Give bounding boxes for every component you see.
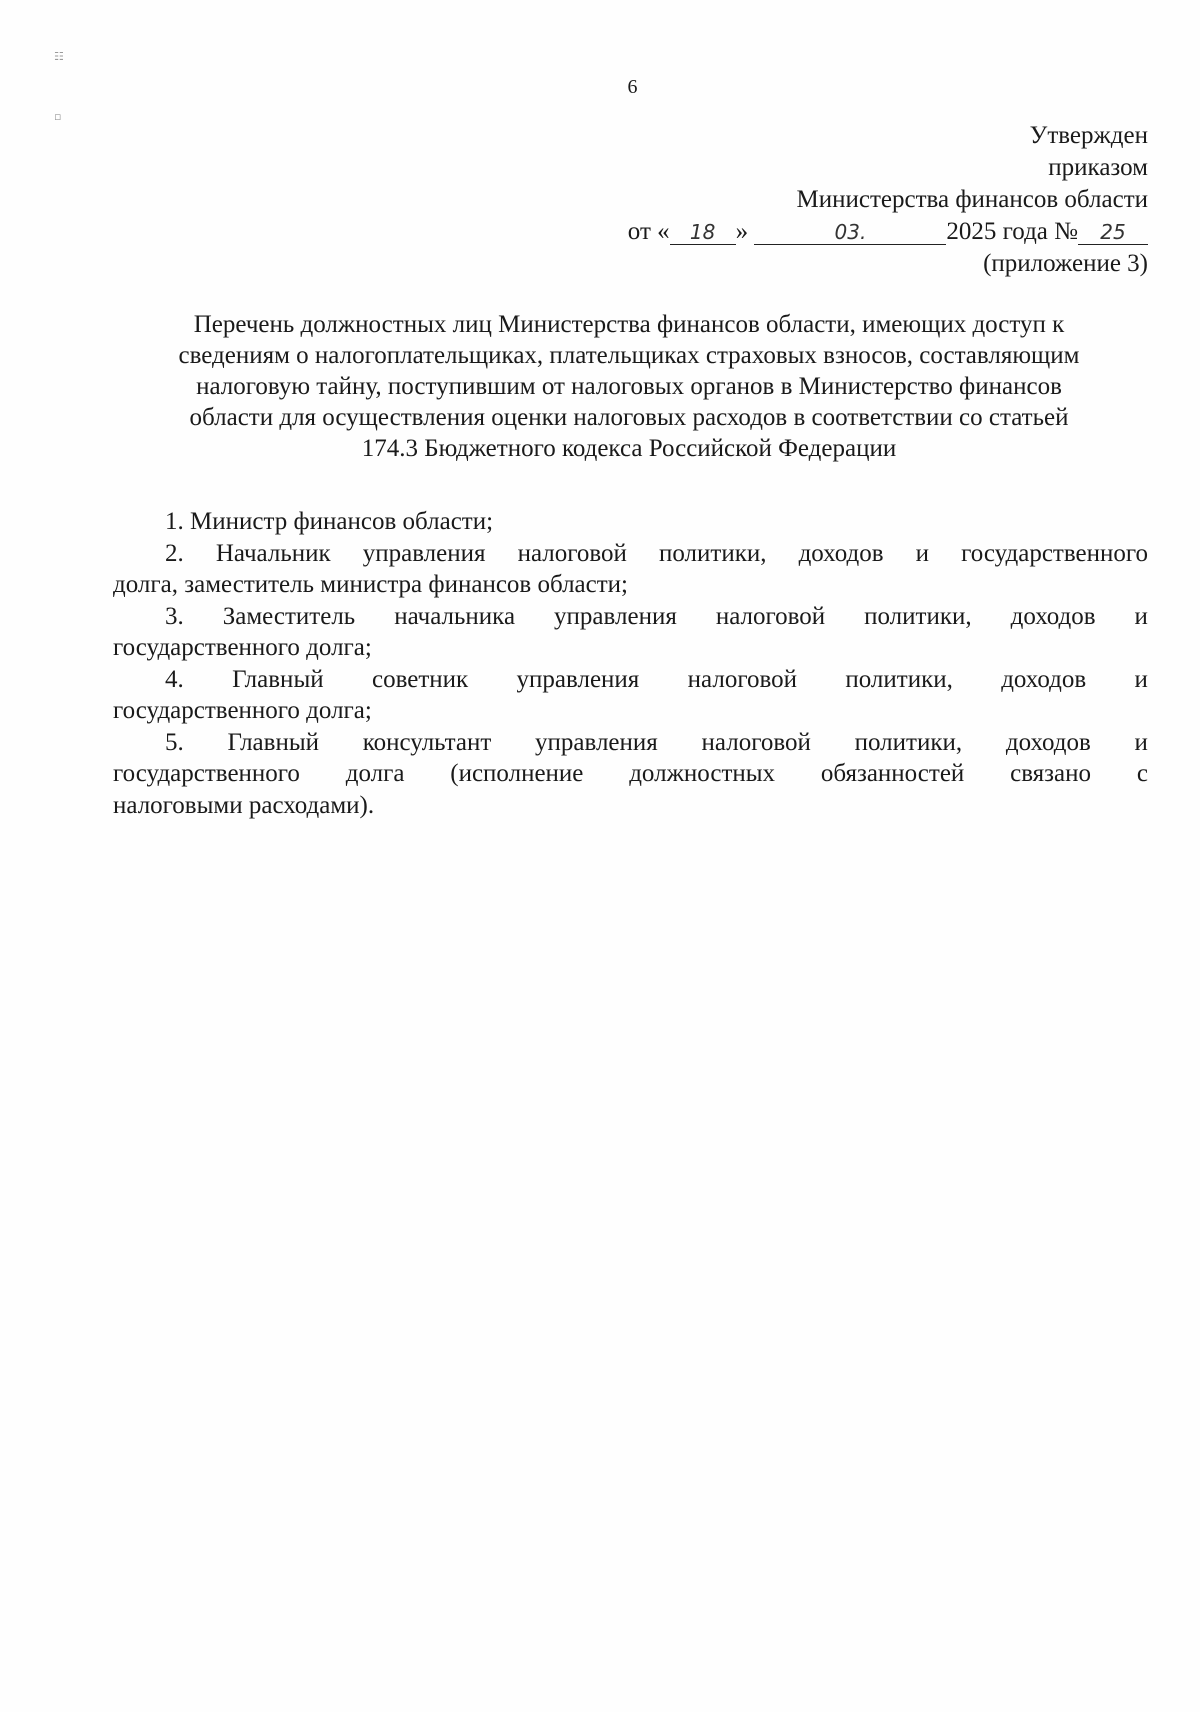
list-item-word: Заместитель xyxy=(222,602,356,630)
list-item-word: 2. xyxy=(165,539,184,567)
list-item-word: налоговой xyxy=(687,665,797,693)
list-item-word: и xyxy=(1134,602,1148,630)
list-item-word: политики, xyxy=(659,539,767,567)
document-title xyxy=(104,309,1154,464)
list-item xyxy=(113,727,1148,822)
approval-date-line xyxy=(448,216,1148,248)
date-prefix: от « xyxy=(627,218,670,245)
list-item xyxy=(113,506,1148,538)
list-item-word: налоговой xyxy=(715,602,826,630)
list-item-continued-line xyxy=(113,758,1148,790)
list-item-word: управления xyxy=(516,665,640,693)
list-item xyxy=(113,664,1148,727)
list-item xyxy=(113,601,1148,664)
list-item-word: политики, xyxy=(845,665,953,693)
list-item-word: долга xyxy=(345,760,405,787)
list-item-word: и xyxy=(1134,665,1148,693)
list-item-word: управления xyxy=(535,728,658,756)
scan-artifact-mark: ▫ xyxy=(54,110,62,123)
title-line: 174.3 Бюджетного кодекса Российской Федерации xyxy=(361,435,897,462)
approval-line-appendix: (приложение 3) xyxy=(983,250,1148,277)
list-item-word: налоговой xyxy=(517,539,627,567)
list-item-word: доходов xyxy=(798,539,884,567)
list-item-continued-line: налоговыми расходами). xyxy=(113,791,375,819)
list-item xyxy=(113,538,1148,601)
list-item-word: обязанностей xyxy=(820,760,965,787)
approval-line-order: приказом xyxy=(1048,154,1148,181)
list-item-word: должностных xyxy=(629,760,776,787)
list-item-continued-line: долга, заместитель министра финансов области; xyxy=(113,571,629,598)
list-item-word: политики, xyxy=(854,728,963,756)
approval-block xyxy=(448,120,1148,280)
list-item-word: налоговой xyxy=(701,728,811,756)
approval-line-approved: Утвержден xyxy=(1029,122,1148,149)
list-item-word: доходов xyxy=(1010,602,1096,630)
list-item-first-line xyxy=(113,601,1148,633)
list-item-word: начальника xyxy=(394,602,516,630)
date-day-handwritten: 18 xyxy=(670,220,736,245)
list-item-first-line xyxy=(113,664,1148,696)
approval-line-ministry: Министерства финансов области xyxy=(796,186,1148,213)
list-item-word: управления xyxy=(554,602,677,630)
date-year-text: 2025 года № xyxy=(946,218,1078,245)
list-item-word: консультант xyxy=(362,728,492,756)
list-item-word: и xyxy=(1134,728,1148,756)
page-number: 6 xyxy=(627,76,638,98)
list-item-word: управления xyxy=(362,539,486,567)
list-item-word: 4. xyxy=(165,665,184,693)
list-item-word: 5. xyxy=(165,728,184,756)
date-mid: » xyxy=(735,218,749,245)
list-item-word: политики, xyxy=(864,602,972,630)
list-item-continued-line: государственного долга; xyxy=(113,634,372,661)
officials-list xyxy=(113,506,1148,821)
list-item-word: связано xyxy=(1010,760,1092,787)
list-item-first-line xyxy=(113,538,1148,570)
order-number-handwritten: 25 xyxy=(1078,220,1148,245)
list-item-word: доходов xyxy=(1005,728,1091,756)
list-item-word: с xyxy=(1136,760,1148,787)
scan-artifact-mark: ☷ xyxy=(54,50,64,63)
title-line: области для осуществления оценки налоговых расходов в соответствии со статьей xyxy=(189,404,1069,431)
list-item-word: 3. xyxy=(165,602,184,630)
list-item-word: (исполнение xyxy=(450,760,584,787)
list-item-word: Главный xyxy=(227,728,320,756)
list-item-first-line: 1. Министр финансов области; xyxy=(165,508,494,535)
list-item-word: Начальник xyxy=(215,539,331,567)
list-item-first-line xyxy=(113,727,1148,759)
list-item-word: и xyxy=(915,539,929,567)
title-line: сведениям о налогоплательщиках, плательщиках страховых взносов, составляющим xyxy=(178,342,1080,369)
list-item-continued-line: государственного долга; xyxy=(113,697,372,724)
title-line: Перечень должностных лиц Министерства финансов области, имеющих доступ к xyxy=(193,311,1065,338)
list-item-word: Главный xyxy=(232,665,324,693)
list-item-word: доходов xyxy=(1001,665,1087,693)
title-line: налоговую тайну, поступившим от налоговых органов в Министерство финансов xyxy=(196,373,1062,400)
list-item-word: государственного xyxy=(961,539,1148,567)
list-item-word: государственного xyxy=(113,760,300,787)
date-month-handwritten: 03. xyxy=(754,220,946,245)
list-item-word: советник xyxy=(371,665,469,693)
